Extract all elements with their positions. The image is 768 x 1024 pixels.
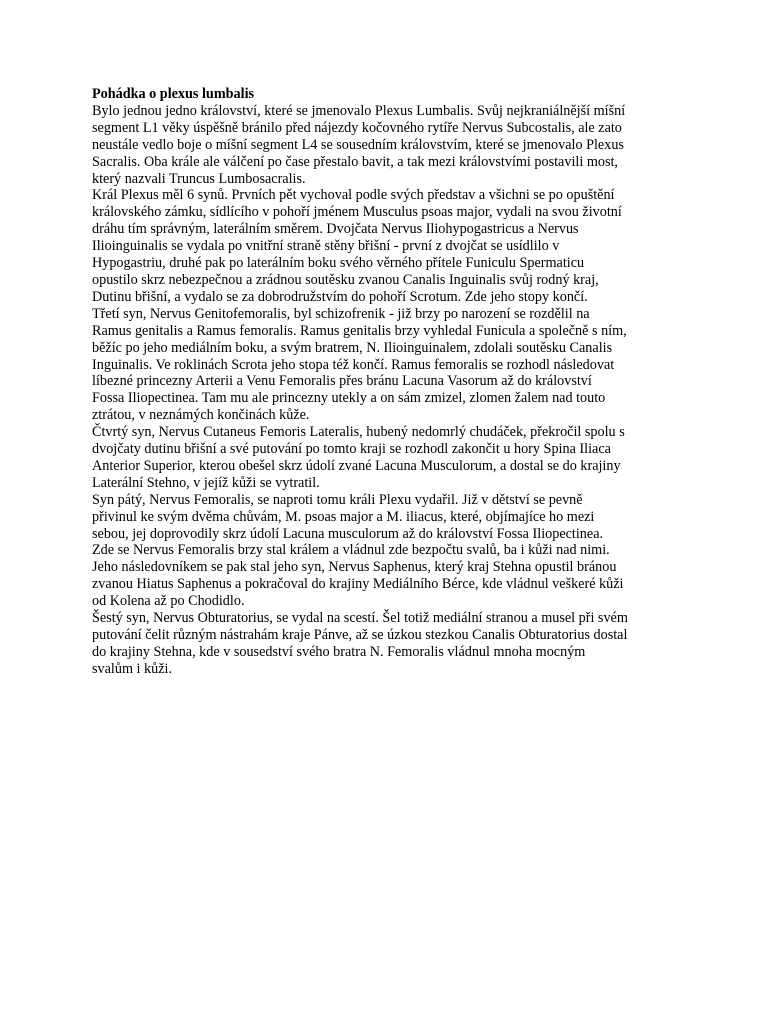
text-line: Sacralis. Oba krále ale válčení po čase přestalo bavit, a tak mezi královstvími postavili most, [92, 153, 618, 170]
text-line: Syn pátý, Nervus Femoralis, se naproti tomu králi Plexu vydařil. Již v dětství se pevně [92, 491, 583, 508]
text-line: svalům i kůži. [92, 660, 172, 677]
text-line: Fossa Iliopectinea. Tam mu ale princezny utekly a on sám zmizel, zlomen žalem nad touto [92, 390, 606, 407]
text-line: Jeho následovníkem se pak stal jeho syn, Nervus Saphenus, který kraj Stehna opustil bránou [92, 559, 617, 576]
text-line: zvanou Hiatus Saphenus a pokračoval do krajiny Mediálního Bérce, kde vládnul veškeré kůži [92, 576, 624, 593]
text-line: Čtvrtý syn, Nervus Cutaneus Femoris Lateralis, hubený nedomrlý chudáček, překročil spolu s [92, 424, 625, 441]
text-line: přivinul ke svým dvěma chůvám, M. psoas major a M. iliacus, které, objímajíce ho mezi [92, 508, 595, 525]
text-line: Hypogastriu, druhé pak po laterálním boku svého věrného přítele Funiculu Spermaticu [92, 255, 585, 272]
text-line: segment L1 věky úspěšně bránilo před nájezdy kočovného rytíře Nervus Subcostalis, ale zato [92, 119, 622, 136]
text-line: dvojčaty dutinu břišní a své putování po tomto kraji se rozhodl zakončit u hory Spina Iliaca [92, 441, 611, 458]
text-line: líbezné princezny Arterii a Venu Femoralis přes bránu Lacuna Vasorum až do království [92, 373, 592, 390]
text-line: putování čelit různým nástrahám kraje Pánve, až se úzkou stezkou Canalis Obturatorius dostal [92, 627, 628, 643]
text-line: Ilioinguinalis se vydala po vnitřní straně stěny břišní - první z dvojčat se usídlilo v [92, 238, 560, 255]
text-line: Anterior Superior, kterou obešel skrz údolí zvané Lacuna Musculorum, a dostal se do krajiny [92, 457, 621, 474]
text-line: ztrátou, v neznámých končinách kůže. [92, 407, 310, 424]
text-line: Bylo jednou jedno království, které se jmenovalo Plexus Lumbalis. Svůj nejkraniálnější míšní [92, 102, 626, 119]
text-line: Inguinalis. Ve roklinách Scrota jeho stopa též končí. Ramus femoralis se rozhodl následovat [92, 356, 615, 373]
text-line: který nazvali Truncus Lumbosacralis. [92, 170, 306, 187]
text-line: Laterální Stehno, v jejíž kůži se vytratil. [92, 474, 320, 491]
document-title: Pohádka o plexus lumbalis [92, 86, 255, 102]
text-line: Dutinu břišní, a vydalo se za dobrodružstvím do pohoří Scrotum. Zde jeho stopy končí. [92, 288, 588, 305]
story-text [92, 86, 688, 678]
text-line: Šestý syn, Nervus Obturatorius, se vydal na scestí. Šel totiž mediální stranou a musel při svém [92, 610, 628, 627]
text-line: neustále vedlo boje o míšní segment L4 se sousedním královstvím, které se jmenovalo Plexus [92, 136, 624, 153]
text-line: do krajiny Stehna, kde v sousedství svého bratra N. Femoralis vládnul mnoha mocným [92, 643, 586, 660]
text-line: Král Plexus měl 6 synů. Prvních pět vychoval podle svých představ a všichni se po opuštění [92, 187, 615, 204]
text-line: Zde se Nervus Femoralis brzy stal králem a vládnul zde bezpočtu svalů, ba i kůži nad nimi. [92, 542, 610, 559]
text-line: opustilo skrz nebezpečnou a zrádnou soutěsku zvanou Canalis Inguinalis svůj rodný kraj, [92, 271, 599, 288]
text-line: běžíc po jeho mediálním boku, a svým bratrem, N. Ilioinguinalem, zdolali soutěsku Canalis [92, 339, 613, 356]
text-line: sebou, jej doprovodily skrz údolí Lacuna musculorum až do království Fossa Iliopectinea. [92, 525, 604, 542]
text-line: dráhu tím správným, laterálním směrem. Dvojčata Nervus Iliohypogastricus a Nervus [92, 221, 579, 238]
text-line: Ramus genitalis a Ramus femoralis. Ramus genitalis brzy vyhledal Funicula a společně s ním, [92, 322, 627, 339]
text-line: královského zámku, sídlícího v pohoří jménem Musculus psoas major, vydali na svou životní [92, 204, 622, 221]
text-line: Třetí syn, Nervus Genitofemoralis, byl schizofrenik - již brzy po narození se rozdělil na [92, 305, 590, 322]
text-line: od Kolena až po Chodidlo. [92, 593, 245, 610]
